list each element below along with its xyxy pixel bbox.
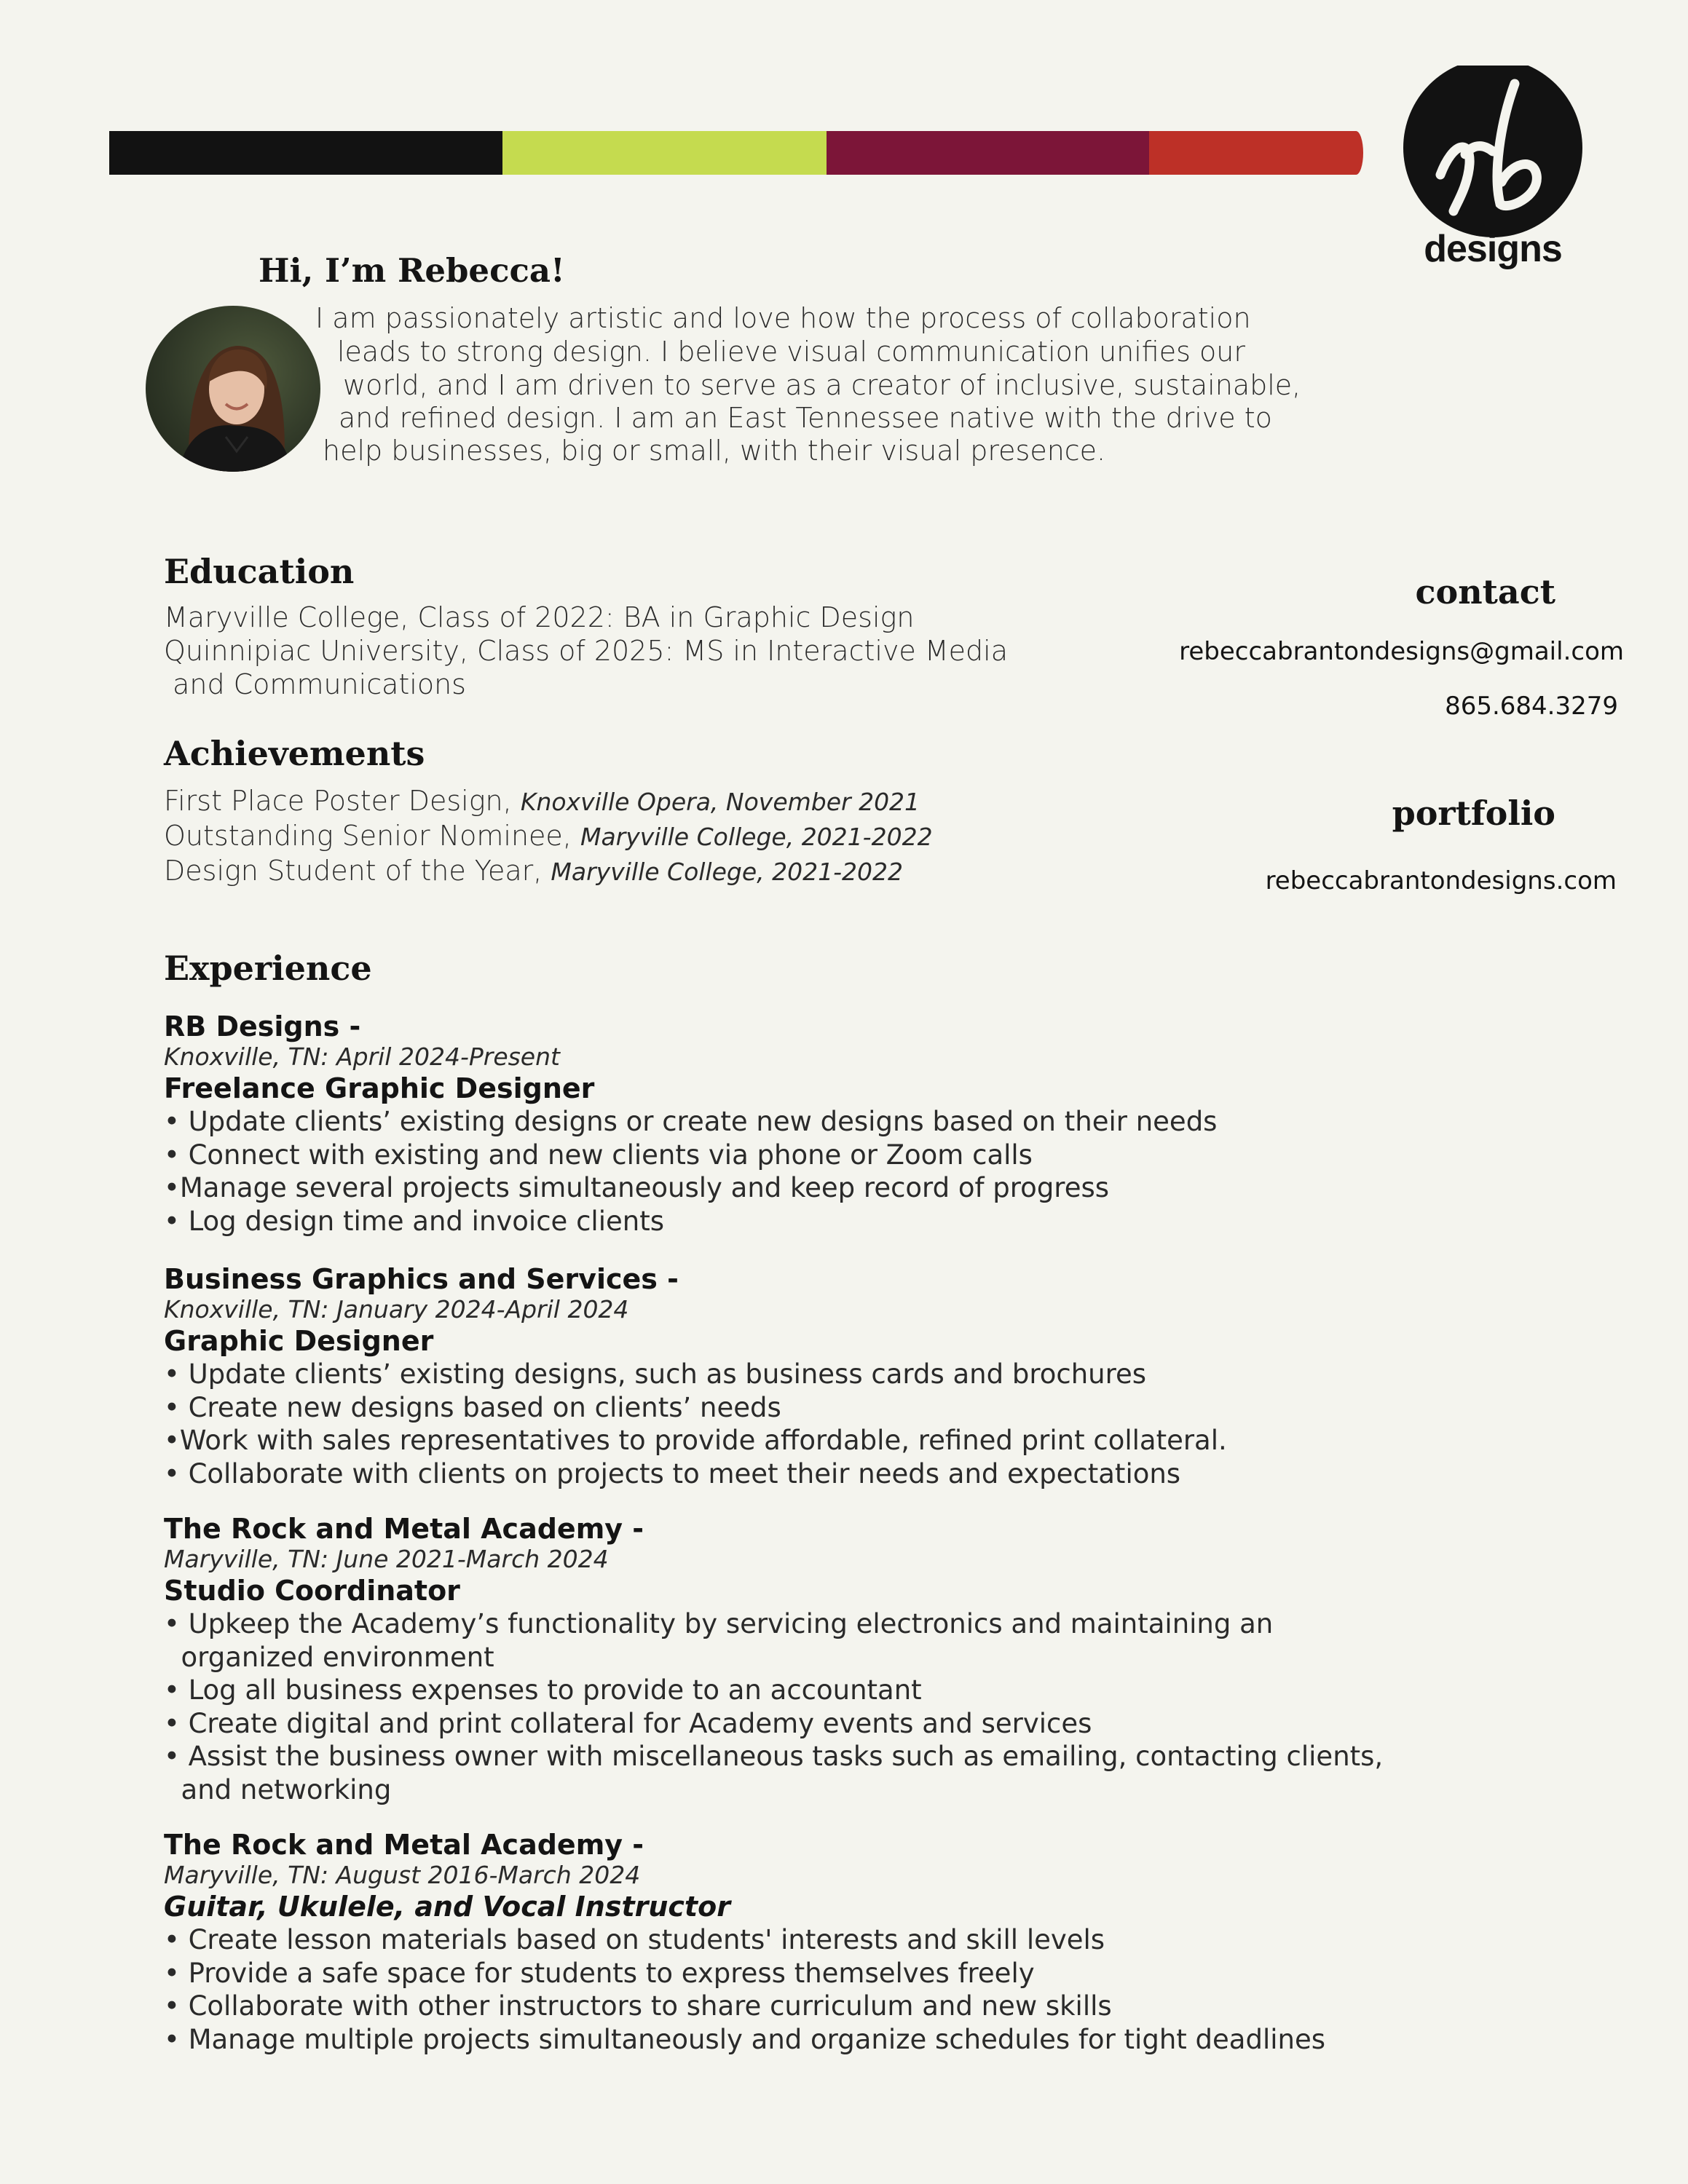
contact-phone[interactable]: 865.684.3279 <box>1445 692 1618 721</box>
header-bar-maroon <box>827 131 1149 175</box>
experience-heading: Experience <box>164 949 372 988</box>
education-line: Quinnipiac University, Class of 2025: MS in Interactive Media <box>164 635 1009 667</box>
job-location: Maryville, TN: August 2016-March 2024 <box>164 1861 641 1889</box>
intro-line-5: help businesses, big or small, with their visual presence. <box>323 435 1106 467</box>
job-bullet: • Collaborate with clients on projects to meet their needs and expectations <box>164 1457 1181 1489</box>
education-line: and Communications <box>164 668 466 700</box>
achievement-title: Design Student of the Year, <box>164 855 543 887</box>
achievement-item <box>164 819 933 854</box>
education-list <box>164 601 1008 701</box>
job-bullets <box>164 1105 1475 1238</box>
job-bullets <box>164 1607 1475 1806</box>
header-bar-red <box>1149 131 1363 175</box>
job-bullet: and networking <box>164 1773 392 1805</box>
portfolio-heading: portfolio <box>1392 794 1555 833</box>
achievements-heading: Achievements <box>164 734 425 773</box>
job-bullet: •Work with sales representatives to provide affordable, refined print collateral. <box>164 1425 1227 1456</box>
education-heading: Education <box>164 552 355 591</box>
job-bullet: • Log design time and invoice clients <box>164 1205 664 1237</box>
job-bullets <box>164 1358 1475 1490</box>
contact-email[interactable]: rebeccabrantondesigns@gmail.com <box>1179 637 1624 666</box>
portfolio-url[interactable]: rebeccabrantondesigns.com <box>1265 866 1617 895</box>
achievement-item <box>164 784 933 819</box>
intro-line-2: leads to strong design. I believe visual communication unifies our <box>337 336 1245 368</box>
job-bullet: • Log all business expenses to provide to an accountant <box>164 1674 922 1706</box>
job-bullet: • Update clients’ existing designs, such as business cards and brochures <box>164 1358 1147 1390</box>
job-company: The Rock and Metal Academy - <box>164 1829 644 1861</box>
contact-heading: contact <box>1415 572 1555 612</box>
greeting-heading: Hi, I’m Rebecca! <box>259 251 565 290</box>
experience-entry-business-graphics <box>164 1263 1475 1490</box>
job-bullet: • Update clients’ existing designs or create new designs based on their needs <box>164 1106 1218 1137</box>
job-role: Graphic Designer <box>164 1325 434 1357</box>
education-line: Maryville College, Class of 2022: BA in Graphic Design <box>164 601 915 633</box>
job-bullet: • Upkeep the Academy’s functionality by servicing electronics and maintaining an <box>164 1608 1274 1639</box>
experience-entry-studio-coordinator <box>164 1513 1475 1806</box>
experience-entry-instructor <box>164 1829 1475 2056</box>
intro-line-1: I am passionately artistic and love how the process of collaboration <box>315 302 1251 334</box>
job-location: Maryville, TN: June 2021-March 2024 <box>164 1545 609 1573</box>
rb-designs-logo <box>1384 66 1602 284</box>
job-role: Freelance Graphic Designer <box>164 1072 595 1104</box>
achievement-title: Outstanding Senior Nominee, <box>164 820 572 852</box>
achievement-title: First Place Poster Design, <box>164 785 512 817</box>
intro-line-4: and refined design. I am an East Tennessee native with the drive to <box>339 402 1272 434</box>
job-company: The Rock and Metal Academy - <box>164 1513 644 1545</box>
experience-entry-rb-designs <box>164 1010 1475 1238</box>
job-bullets <box>164 1923 1475 2056</box>
job-bullet: • Provide a safe space for students to express themselves freely <box>164 1957 1035 1989</box>
job-bullet: • Collaborate with other instructors to share curriculum and new skills <box>164 1990 1112 2022</box>
profile-photo <box>146 306 320 472</box>
person-portrait-icon <box>146 306 320 472</box>
job-bullet: • Assist the business owner with miscellaneous tasks such as emailing, contacting clients, <box>164 1741 1384 1772</box>
achievement-detail: Knoxville Opera, November 2021 <box>520 788 920 816</box>
job-location: Knoxville, TN: January 2024-April 2024 <box>164 1295 629 1324</box>
achievement-detail: Maryville College, 2021-2022 <box>551 858 903 886</box>
job-bullet: • Create new designs based on clients’ needs <box>164 1391 781 1423</box>
job-bullet: • Connect with existing and new clients via phone or Zoom calls <box>164 1139 1033 1171</box>
achievement-detail: Maryville College, 2021-2022 <box>580 823 933 851</box>
intro-line-3: world, and I am driven to serve as a creator of inclusive, sustainable, <box>343 369 1301 401</box>
header-bar-black <box>109 131 502 175</box>
job-company: RB Designs - <box>164 1010 361 1042</box>
job-bullet: organized environment <box>164 1641 494 1673</box>
job-location: Knoxville, TN: April 2024-Present <box>164 1042 560 1071</box>
job-bullet: •Manage several projects simultaneously and keep record of progress <box>164 1172 1110 1203</box>
job-bullet: • Manage multiple projects simultaneously and organize schedules for tight deadlines <box>164 2023 1325 2055</box>
job-role: Guitar, Ukulele, and Vocal Instructor <box>164 1891 730 1923</box>
job-bullet: • Create lesson materials based on students' interests and skill levels <box>164 1924 1105 1955</box>
logo-wordmark: designs <box>1424 228 1562 270</box>
achievements-list <box>164 784 933 889</box>
job-role: Studio Coordinator <box>164 1575 460 1607</box>
job-bullet: • Create digital and print collateral for Academy events and services <box>164 1707 1092 1739</box>
job-company: Business Graphics and Services - <box>164 1263 679 1295</box>
header-bar-lime <box>502 131 827 175</box>
achievement-item <box>164 854 933 889</box>
